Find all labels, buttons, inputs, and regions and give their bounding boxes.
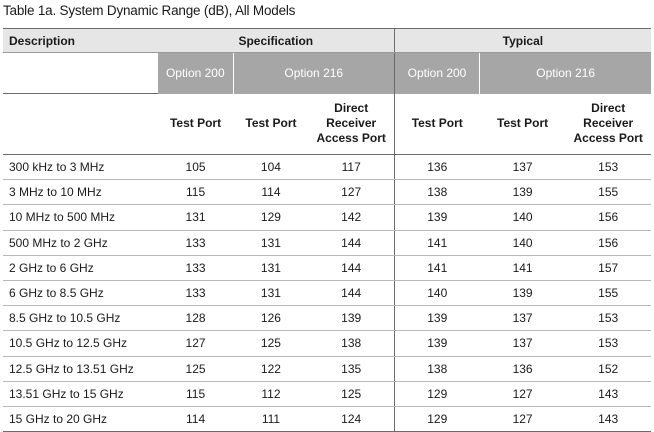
- column-header: Test Port: [394, 94, 480, 155]
- frequency-range-cell: 3 MHz to 10 MHz: [3, 180, 158, 205]
- value-cell: 138: [394, 180, 480, 205]
- value-cell: 140: [480, 230, 566, 255]
- value-cell: 155: [565, 180, 651, 205]
- description-header: Description: [3, 29, 158, 53]
- blank-subheader-cell: [3, 94, 158, 155]
- value-cell: 128: [158, 306, 233, 331]
- table-row: [3, 280, 651, 305]
- value-cell: 126: [233, 306, 308, 331]
- table-row: [3, 356, 651, 381]
- spec-option-216-header: Option 216: [233, 53, 394, 94]
- value-cell: 133: [158, 230, 233, 255]
- typ-option-200-header: Option 200: [394, 53, 480, 94]
- column-header: Test Port: [233, 94, 308, 155]
- value-cell: 131: [158, 205, 233, 230]
- value-cell: 144: [309, 255, 395, 280]
- frequency-range-cell: 300 kHz to 3 MHz: [3, 155, 158, 180]
- value-cell: 139: [394, 331, 480, 356]
- value-cell: 141: [394, 255, 480, 280]
- value-cell: 144: [309, 280, 395, 305]
- column-header: Test Port: [480, 94, 566, 155]
- frequency-range-cell: 12.5 GHz to 13.51 GHz: [3, 356, 158, 381]
- value-cell: 104: [233, 155, 308, 180]
- value-cell: 138: [309, 331, 395, 356]
- value-cell: 139: [394, 205, 480, 230]
- value-cell: 143: [565, 381, 651, 406]
- table-row: [3, 155, 651, 180]
- value-cell: 105: [158, 155, 233, 180]
- value-cell: 114: [233, 180, 308, 205]
- value-cell: 153: [565, 306, 651, 331]
- table-row: [3, 205, 651, 230]
- dynamic-range-table: [3, 28, 651, 432]
- value-cell: 115: [158, 381, 233, 406]
- value-cell: 139: [309, 306, 395, 331]
- column-header: Direct Receiver Access Port: [309, 94, 395, 155]
- frequency-range-cell: 500 MHz to 2 GHz: [3, 230, 158, 255]
- frequency-range-cell: 15 GHz to 20 GHz: [3, 406, 158, 431]
- value-cell: 129: [394, 381, 480, 406]
- value-cell: 129: [394, 406, 480, 431]
- value-cell: 153: [565, 331, 651, 356]
- frequency-range-cell: 2 GHz to 6 GHz: [3, 255, 158, 280]
- frequency-range-cell: 10 MHz to 500 MHz: [3, 205, 158, 230]
- value-cell: 156: [565, 205, 651, 230]
- value-cell: 133: [158, 255, 233, 280]
- table-title: Table 1a. System Dynamic Range (dB), All Models: [3, 3, 296, 18]
- value-cell: 125: [158, 356, 233, 381]
- value-cell: 137: [480, 155, 566, 180]
- typical-header: Typical: [394, 29, 651, 53]
- table-row: [3, 406, 651, 431]
- value-cell: 137: [480, 306, 566, 331]
- value-cell: 152: [565, 356, 651, 381]
- value-cell: 138: [394, 356, 480, 381]
- table-row: [3, 381, 651, 406]
- value-cell: 125: [309, 381, 395, 406]
- value-cell: 131: [233, 230, 308, 255]
- frequency-range-cell: 8.5 GHz to 10.5 GHz: [3, 306, 158, 331]
- value-cell: 117: [309, 155, 395, 180]
- typ-option-216-header: Option 216: [480, 53, 651, 94]
- value-cell: 140: [394, 280, 480, 305]
- table-row: [3, 255, 651, 280]
- value-cell: 112: [233, 381, 308, 406]
- value-cell: 131: [233, 255, 308, 280]
- value-cell: 140: [480, 205, 566, 230]
- table-row: [3, 230, 651, 255]
- value-cell: 127: [158, 331, 233, 356]
- value-cell: 111: [233, 406, 308, 431]
- value-cell: 127: [480, 381, 566, 406]
- frequency-range-cell: 13.51 GHz to 15 GHz: [3, 381, 158, 406]
- value-cell: 124: [309, 406, 395, 431]
- frequency-range-cell: 10.5 GHz to 12.5 GHz: [3, 331, 158, 356]
- value-cell: 129: [233, 205, 308, 230]
- specification-header: Specification: [158, 29, 394, 53]
- value-cell: 157: [565, 255, 651, 280]
- value-cell: 131: [233, 280, 308, 305]
- value-cell: 156: [565, 230, 651, 255]
- value-cell: 153: [565, 155, 651, 180]
- value-cell: 136: [480, 356, 566, 381]
- blank-header-cell: [3, 53, 158, 94]
- value-cell: 141: [480, 255, 566, 280]
- table-row: [3, 306, 651, 331]
- value-cell: 139: [394, 306, 480, 331]
- value-cell: 141: [394, 230, 480, 255]
- value-cell: 143: [565, 406, 651, 431]
- table-row: [3, 180, 651, 205]
- value-cell: 122: [233, 356, 308, 381]
- value-cell: 115: [158, 180, 233, 205]
- value-cell: 127: [480, 406, 566, 431]
- value-cell: 133: [158, 280, 233, 305]
- value-cell: 139: [480, 280, 566, 305]
- value-cell: 127: [309, 180, 395, 205]
- column-header: Test Port: [158, 94, 233, 155]
- frequency-range-cell: 6 GHz to 8.5 GHz: [3, 280, 158, 305]
- value-cell: 139: [480, 180, 566, 205]
- value-cell: 125: [233, 331, 308, 356]
- value-cell: 135: [309, 356, 395, 381]
- value-cell: 155: [565, 280, 651, 305]
- table-row: [3, 331, 651, 356]
- column-header: Direct Receiver Access Port: [565, 94, 651, 155]
- value-cell: 114: [158, 406, 233, 431]
- value-cell: 144: [309, 230, 395, 255]
- spec-option-200-header: Option 200: [158, 53, 233, 94]
- value-cell: 137: [480, 331, 566, 356]
- value-cell: 136: [394, 155, 480, 180]
- value-cell: 142: [309, 205, 395, 230]
